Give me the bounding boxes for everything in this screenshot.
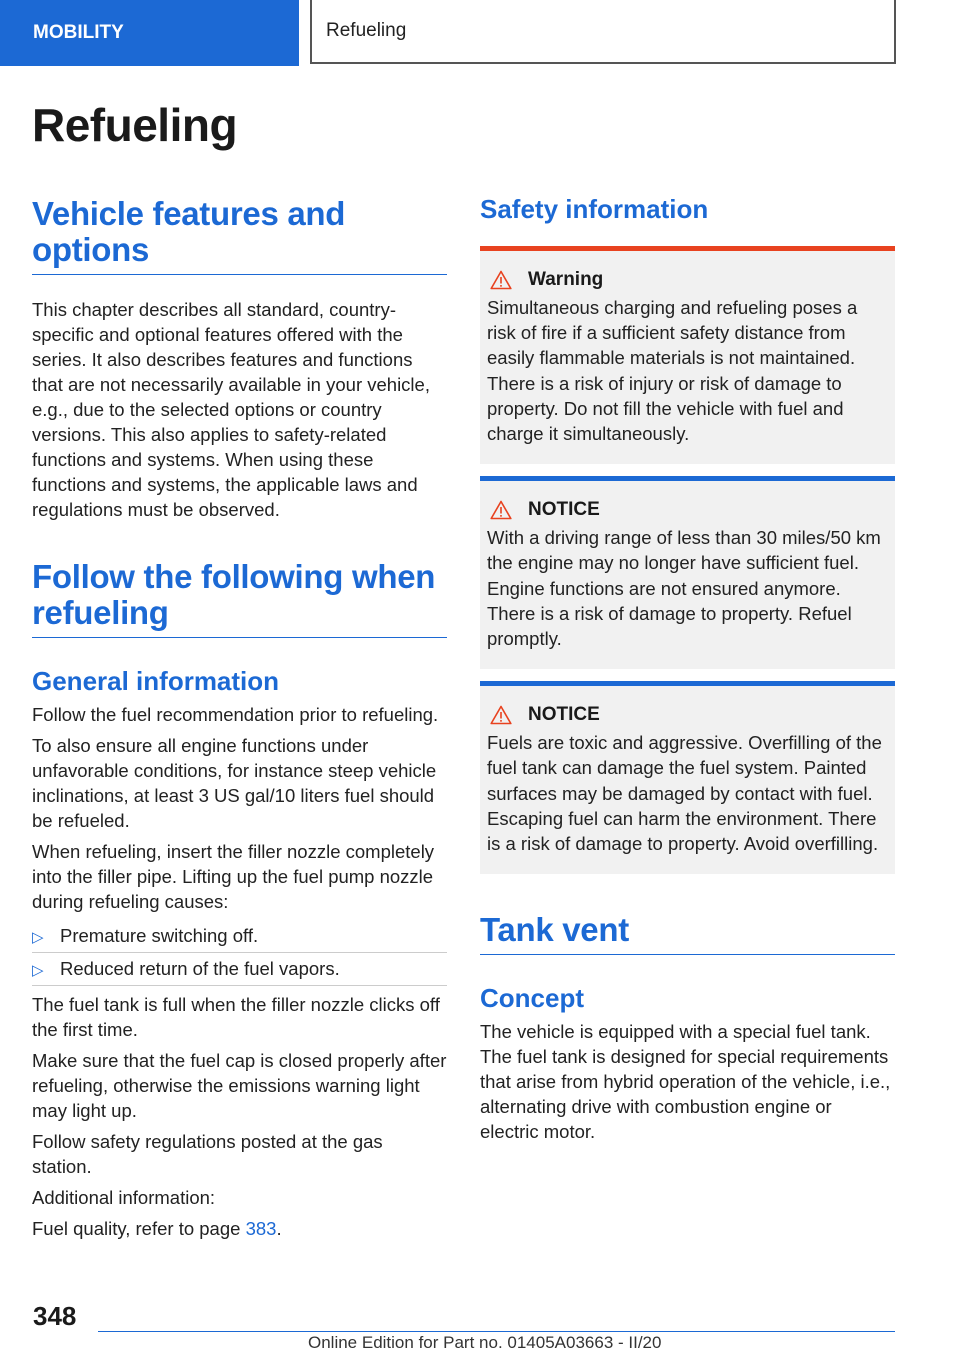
list-item-text: Premature switching off. <box>60 925 259 946</box>
tank-vent-heading: Tank vent <box>480 912 895 955</box>
left-column <box>32 192 447 1241</box>
general-p1: Follow the fuel recommendation prior to refueling. <box>32 704 439 725</box>
warning-triangle-icon <box>490 705 512 725</box>
vehicle-features-heading: Vehicle features and options <box>32 192 447 275</box>
fuel-quality-text: Fuel quality, refer to page <box>32 1218 246 1239</box>
general-p5: Make sure that the fuel cap is closed properly after refueling, otherwise the emissions warning light may light up. <box>32 1050 447 1121</box>
warning-box-header <box>487 269 887 291</box>
safety-info-heading: Safety information <box>480 194 709 224</box>
list-item <box>32 920 447 953</box>
general-p4: The fuel tank is full when the filler nozzle clicks off the first time. <box>32 994 440 1040</box>
notice-label: NOTICE <box>528 499 600 521</box>
page-number: 348 <box>33 1301 77 1331</box>
warning-triangle-icon <box>490 270 512 290</box>
page-title: Refueling <box>32 99 238 151</box>
warning-triangle-icon <box>490 500 512 520</box>
triangle-right-icon: ▷ <box>32 962 44 979</box>
triangle-right-icon: ▷ <box>32 929 44 946</box>
notice-box-header <box>487 499 887 521</box>
fuel-quality-suffix: . <box>276 1218 282 1239</box>
fuel-quality-reference <box>32 1216 447 1241</box>
list-item <box>32 953 447 986</box>
notice-box-overfill <box>480 681 895 874</box>
page-383-link[interactable]: 383 <box>245 1218 277 1239</box>
notice-text: Fuels are toxic and aggressive. Overfilling of the fuel tank can damage the fuel system. Painted surfaces may be damaged by contact with fuel. Escaping fuel can harm the environment. There is a risk of damage to property. Avoid overfilling. <box>487 732 882 855</box>
notice-box-range <box>480 476 895 669</box>
concept-heading: Concept <box>480 983 584 1014</box>
vehicle-features-body: This chapter describes all standard, country-specific and optional features offered with the series. It also describes features and functions that are not necessarily available in your vehicle, e.g., due to the selected options or country versions. This also applies to safety-related functions and systems. When using these functions and systems, the applicable laws and regulations must be observed. <box>32 299 430 520</box>
warning-text: Simultaneous charging and refueling poses a risk of fire if a sufficient safety distance from easily flammable materials is not maintained. There is a risk of injury or risk of damage to property. Do not fill the vehicle with fuel and charge it simultaneously. <box>487 297 858 445</box>
follow-heading: Follow the following when refueling <box>32 559 447 638</box>
section-tab: MOBILITY <box>0 0 299 66</box>
general-info-heading: General information <box>32 666 280 696</box>
warning-label: Warning <box>528 269 604 290</box>
general-p7: Additional information: <box>32 1187 216 1208</box>
bullet-list <box>32 920 447 986</box>
concept-body: The vehicle is equipped with a special fuel tank. The fuel tank is designed for special requirements that arise from hybrid operation of the vehicle, i.e., alternating drive with combustion engine or electric motor. <box>480 1021 891 1143</box>
notice-text: With a driving range of less than 30 miles/50 km the engine may no longer have sufficient fuel. Engine functions are not ensured anymore. There is a risk of damage to property. Refuel promptly. <box>487 527 881 650</box>
general-p3: When refueling, insert the filler nozzle completely into the filler pipe. Lifting up the fuel pump nozzle during refueling causes: <box>32 841 435 912</box>
notice-box-header <box>487 704 887 726</box>
general-p2: To also ensure all engine functions under unfavorable conditions, for instance steep vehicle inclinations, at least 3 US gal/10 liters fuel should be refueled. <box>32 735 437 831</box>
warning-box <box>480 246 895 464</box>
edition-text: Online Edition for Part no. 01405A03663 - II/20 <box>308 1333 662 1352</box>
notice-label: NOTICE <box>528 704 600 726</box>
topic-tab: Refueling <box>310 0 896 64</box>
page-header <box>0 0 960 66</box>
right-column <box>480 192 895 1144</box>
general-p6: Follow safety regulations posted at the gas station. <box>32 1131 383 1177</box>
footer-divider <box>98 1331 895 1332</box>
list-item-text: Reduced return of the fuel vapors. <box>60 958 340 979</box>
